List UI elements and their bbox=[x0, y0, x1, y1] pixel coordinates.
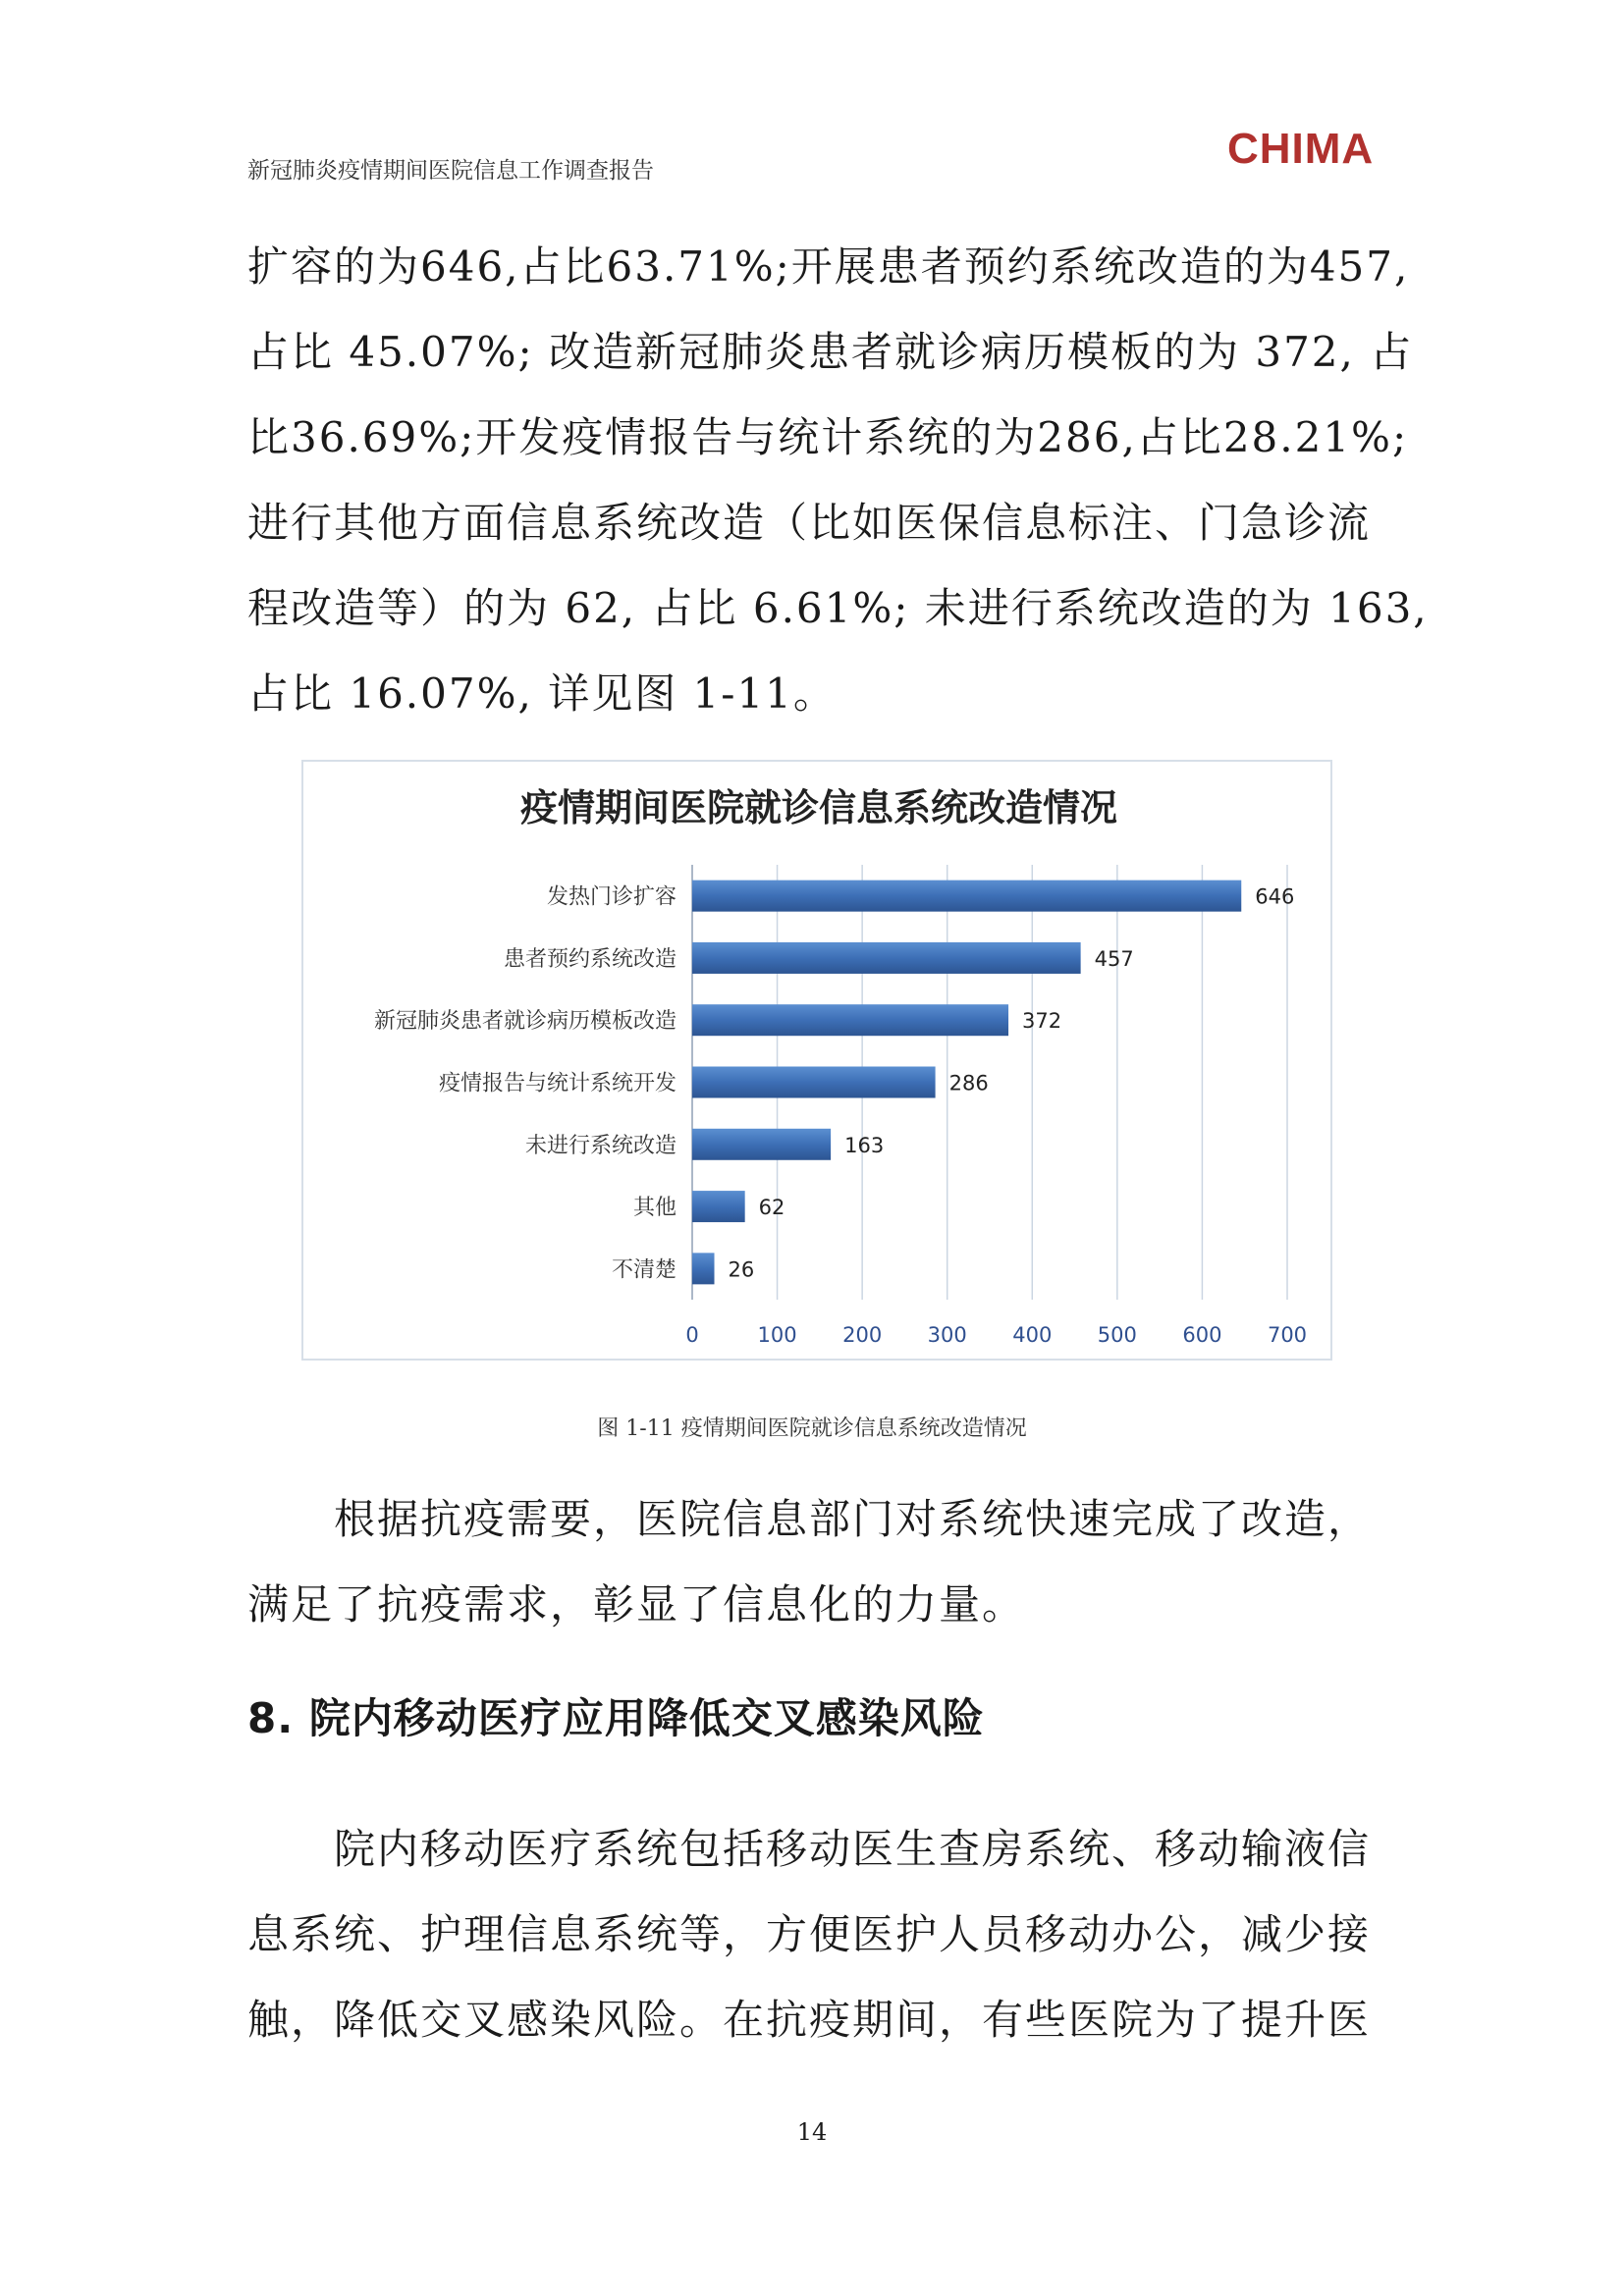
paragraph-line: 占比 16.07%, 详见图 1-11。 bbox=[247, 669, 837, 718]
x-tick-label: 300 bbox=[927, 1323, 967, 1347]
paragraph-line: 院内移动医疗系统包括移动医生查房系统、移动输液信 bbox=[334, 1825, 1372, 1873]
category-label: 不清楚 bbox=[611, 1257, 677, 1283]
bar bbox=[692, 1191, 745, 1222]
category-label: 患者预约系统改造 bbox=[503, 946, 677, 972]
paragraph-line: 触，降低交叉感染风险。在抗疫期间，有些医院为了提升医 bbox=[247, 1996, 1372, 2044]
paragraph-line: 根据抗疫需要，医院信息部门对系统快速完成了改造， bbox=[334, 1495, 1372, 1543]
paragraph-line: 占比 45.07%; 改造新冠肺炎患者就诊病历模板的为 372, 占 bbox=[247, 328, 1414, 376]
bar bbox=[692, 1004, 1008, 1036]
bar-chart-container bbox=[301, 760, 1332, 1361]
x-tick-label: 600 bbox=[1182, 1323, 1222, 1347]
x-tick-label: 500 bbox=[1097, 1323, 1137, 1347]
x-tick-label: 400 bbox=[1012, 1323, 1053, 1347]
data-label: 62 bbox=[758, 1196, 785, 1220]
paragraph-line: 进行其他方面信息系统改造（比如医保信息标注、门急诊流 bbox=[247, 499, 1372, 547]
data-label: 646 bbox=[1255, 884, 1295, 909]
category-label: 发热门诊扩容 bbox=[546, 884, 677, 910]
paragraph-line: 息系统、护理信息系统等，方便医护人员移动办公，减少接 bbox=[247, 1910, 1372, 1958]
data-label: 26 bbox=[728, 1257, 755, 1282]
data-label: 163 bbox=[844, 1133, 885, 1157]
bar bbox=[692, 942, 1081, 974]
category-label: 其他 bbox=[632, 1196, 677, 1221]
data-label: 286 bbox=[948, 1071, 989, 1095]
bar bbox=[692, 881, 1241, 912]
section-heading: 8. 院内移动医疗应用降低交叉感染风险 bbox=[247, 1694, 985, 1742]
paragraph-line: 程改造等）的为 62, 占比 6.61%; 未进行系统改造的为 163, bbox=[247, 584, 1429, 632]
x-tick-label: 200 bbox=[842, 1323, 883, 1347]
chart-title: 疫情期间医院就诊信息系统改造情况 bbox=[519, 786, 1118, 829]
x-tick-label: 700 bbox=[1267, 1323, 1308, 1347]
bar bbox=[692, 1129, 831, 1160]
paragraph-3 bbox=[247, 1806, 1386, 2062]
paragraph-line: 满足了抗疫需求，彰显了信息化的力量。 bbox=[247, 1580, 1026, 1629]
logo-text: CHIMA bbox=[1227, 125, 1375, 173]
page-number: 14 bbox=[796, 2118, 828, 2146]
category-label: 新冠肺炎患者就诊病历模板改造 bbox=[373, 1009, 677, 1035]
category-label: 未进行系统改造 bbox=[524, 1133, 677, 1158]
figure-caption: 图 1-11 疫情期间医院就诊信息系统改造情况 bbox=[597, 1416, 1027, 1441]
data-label: 457 bbox=[1094, 946, 1134, 971]
header-title: 新冠肺炎疫情期间医院信息工作调查报告 bbox=[247, 158, 654, 184]
paragraph-1 bbox=[247, 224, 1429, 736]
paragraph-line: 扩容的为646,占比63.71%;开展患者预约系统改造的为457, bbox=[247, 242, 1410, 291]
x-tick-label: 100 bbox=[757, 1323, 797, 1347]
category-label: 疫情报告与统计系统开发 bbox=[438, 1071, 677, 1096]
bar-chart bbox=[303, 762, 1334, 1362]
bar bbox=[692, 1253, 715, 1284]
x-tick-label: 0 bbox=[685, 1323, 699, 1347]
chima-logo bbox=[1225, 116, 1382, 177]
paragraph-line: 比36.69%;开发疫情报告与统计系统的为286,占比28.21%; bbox=[247, 413, 1409, 461]
data-label: 372 bbox=[1022, 1009, 1062, 1034]
paragraph-2 bbox=[247, 1476, 1386, 1647]
bar bbox=[692, 1067, 936, 1098]
